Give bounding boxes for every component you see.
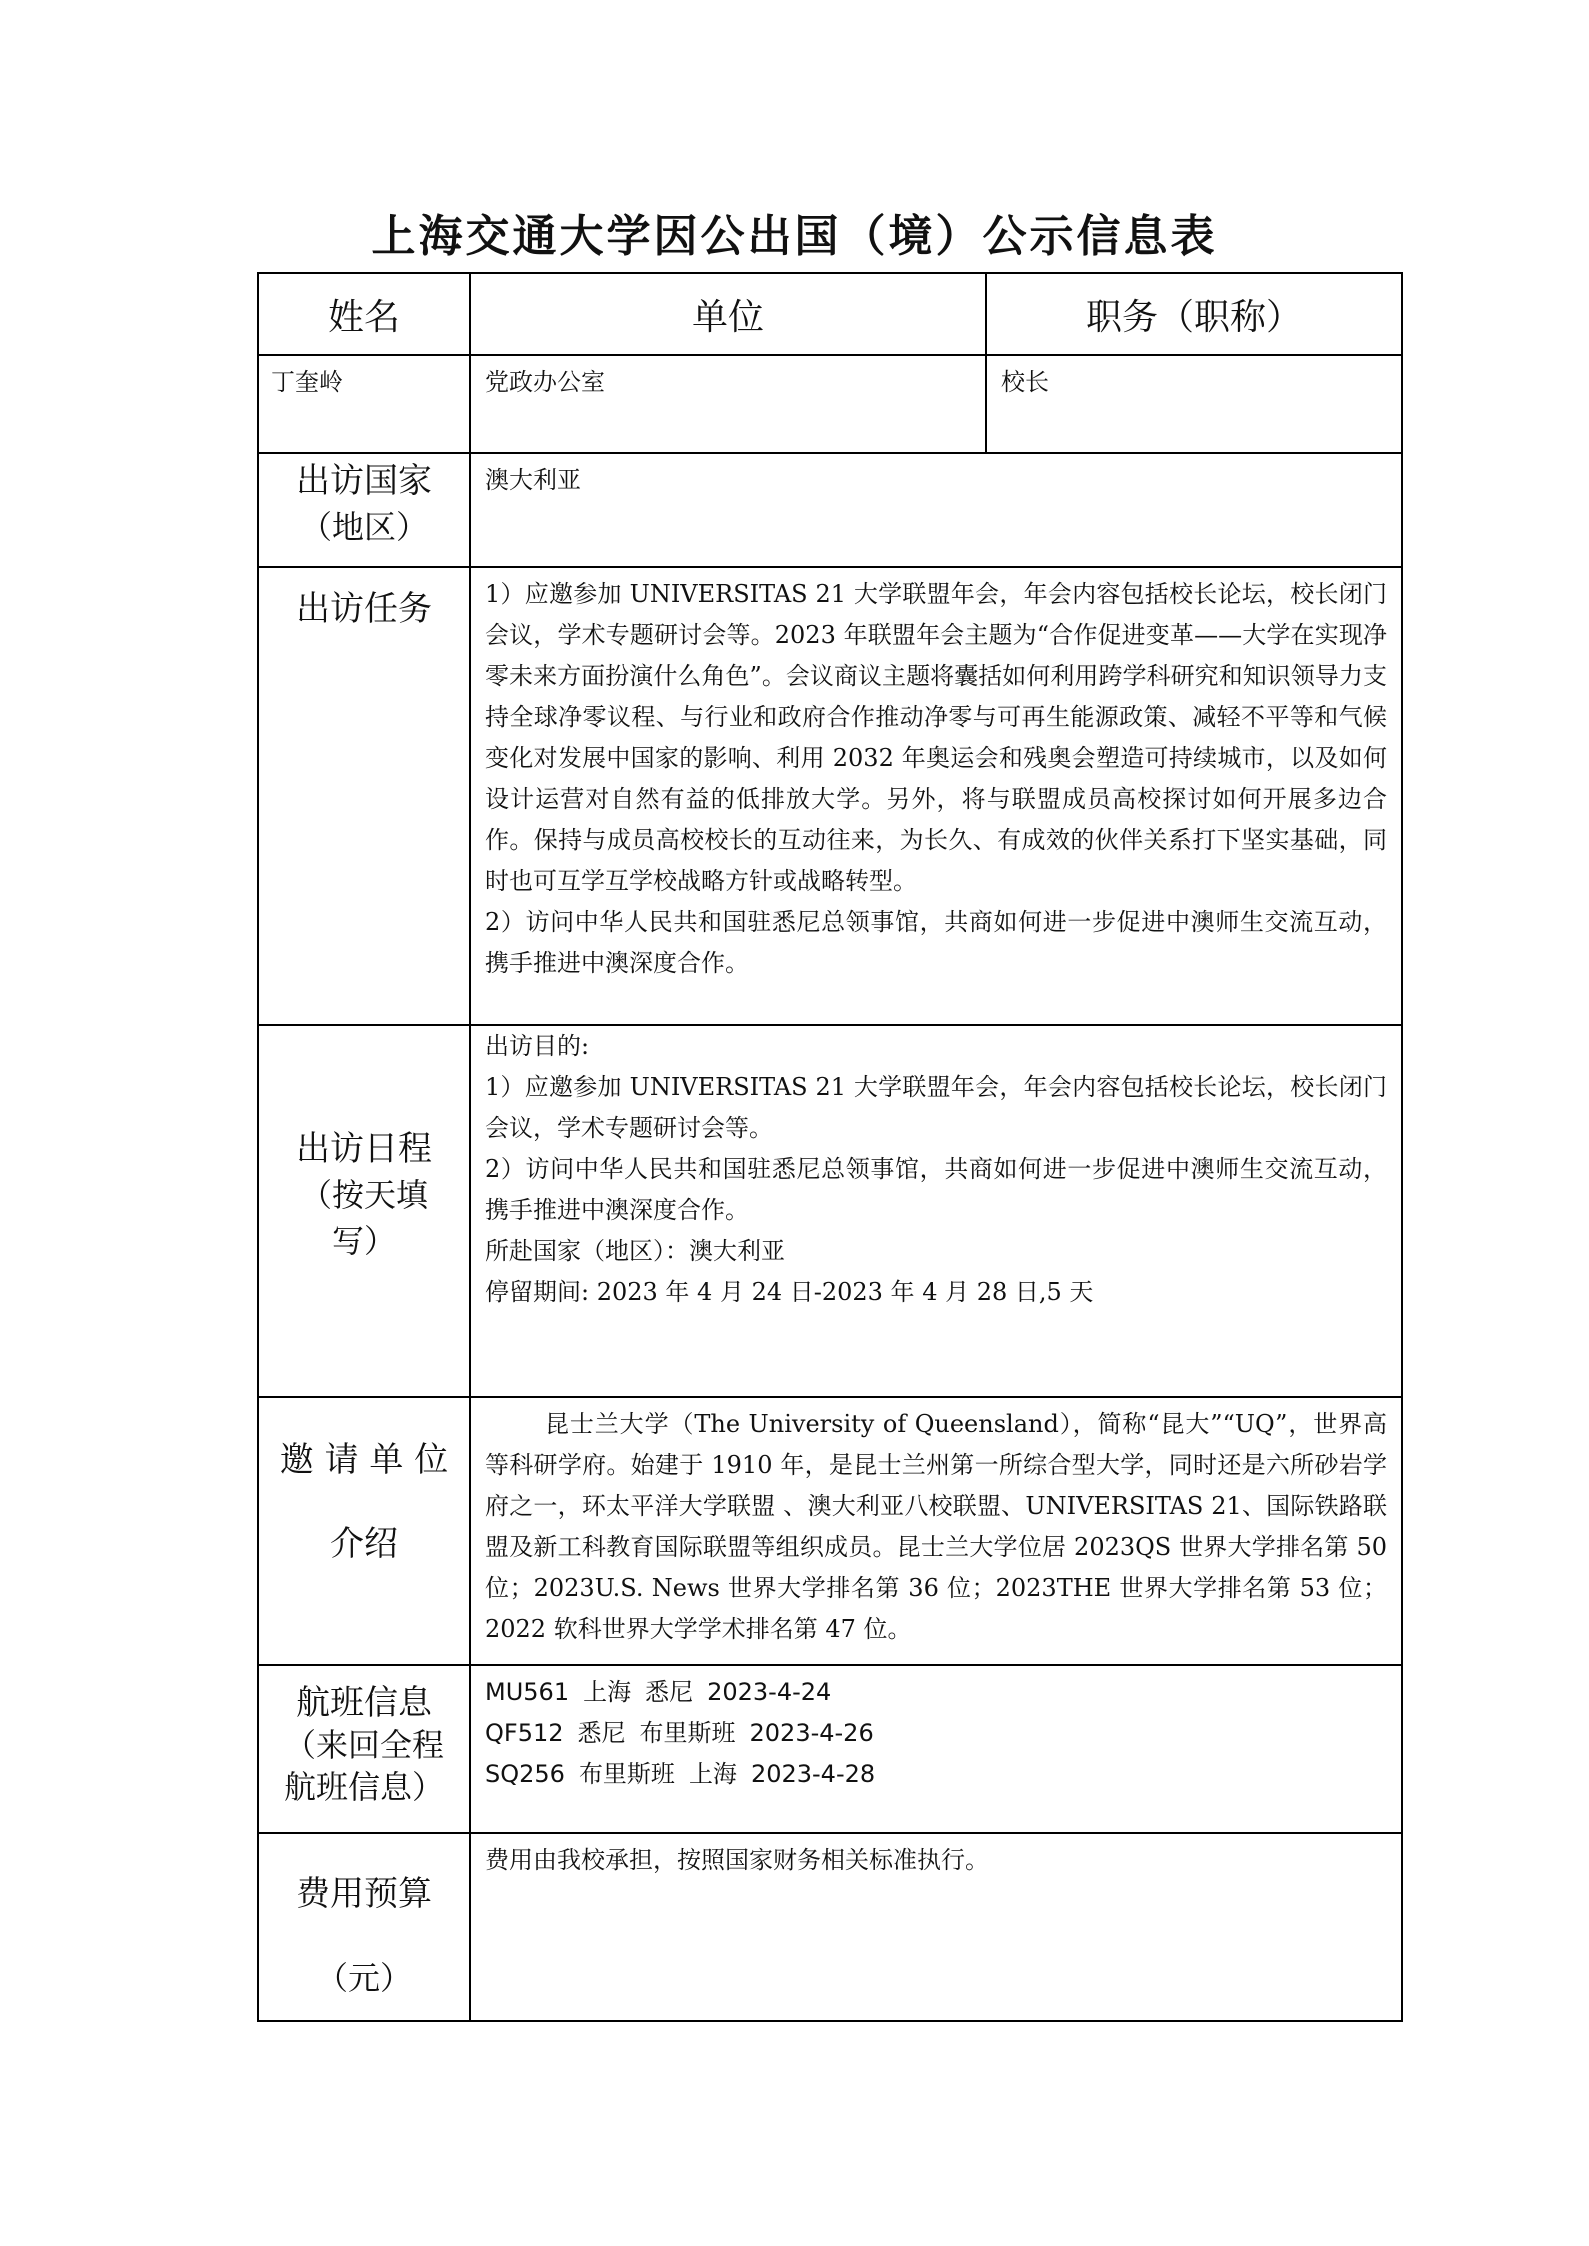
task-item-1: 1）应邀参加 UNIVERSITAS 21 大学联盟年会，年会内容包括校长论坛，校长闭门会议，学术专题研讨会等。2023 年联盟年会主题为“合作促进变革——大学在实现净零未来方面扮演什么角色”。会议商议主题将囊括如何利用跨学科研究和知识领导力支持全球净零议程、与行业和政府合作推动净零与可再生能源政策、减轻不平等和气候变化对发展中国家的影响、利用 2032 年奥运会和残奥会塑造可持续城市，以及如何设计运营对自然有益的低排放大学。另外，将与联盟成员高校探讨如何开展多边合作。保持与成员高校校长的互动往来，为长久、有成效的伙伴关系打下坚实基础，同时也可互学互学校战略方针或战略转型。 xyxy=(485,580,1387,895)
schedule-label-line1: 出访日程 xyxy=(296,1129,432,1169)
country-value: 澳大利亚 xyxy=(470,453,1402,567)
schedule-line: 停留期间: 2023 年 4 月 24 日-2023 年 4 月 28 日,5 天 xyxy=(485,1278,1094,1306)
header-unit: 单位 xyxy=(470,273,986,355)
flights-label-line3: 航班信息） xyxy=(283,1768,444,1806)
task-row xyxy=(258,567,1402,1025)
budget-label xyxy=(258,1833,470,2021)
inviter-row xyxy=(258,1397,1402,1665)
inviter-label-line2: 介绍 xyxy=(330,1524,398,1564)
page-title: 上海交通大学因公出国（境）公示信息表 xyxy=(371,211,1218,262)
flights-label-line1: 航班信息 xyxy=(296,1683,432,1723)
flight-date: 2023-4-26 xyxy=(749,1719,874,1747)
budget-row xyxy=(258,1833,1402,2021)
inviter-value xyxy=(470,1397,1402,1665)
flights-label xyxy=(258,1665,470,1833)
header-row xyxy=(258,273,1402,355)
schedule-line: 2）访问中华人民共和国驻悉尼总领事馆，共商如何进一步促进中澳师生交流互动，携手推进中澳深度合作。 xyxy=(485,1155,1387,1224)
task-item-2: 2）访问中华人民共和国驻悉尼总领事馆，共商如何进一步促进中澳师生交流互动，携手推进中澳深度合作。 xyxy=(485,908,1387,977)
person-row xyxy=(258,355,1402,453)
flight-item xyxy=(485,1672,1387,1713)
info-table xyxy=(257,272,1403,2022)
schedule-line: 1）应邀参加 UNIVERSITAS 21 大学联盟年会，年会内容包括校长论坛，校长闭门会议，学术专题研讨会等。 xyxy=(485,1073,1387,1142)
schedule-line: 出访目的: xyxy=(485,1032,590,1060)
person-unit: 党政办公室 xyxy=(470,355,986,453)
flight-to: 上海 xyxy=(688,1760,737,1788)
flights-value xyxy=(470,1665,1402,1833)
flight-date: 2023-4-24 xyxy=(707,1678,832,1706)
budget-label-line1: 费用预算 xyxy=(296,1874,432,1914)
flight-number: SQ256 xyxy=(485,1760,565,1788)
flights-label-line2: （来回全程 xyxy=(283,1726,444,1764)
schedule-label-line2: （按天填 xyxy=(299,1176,428,1214)
person-name: 丁奎岭 xyxy=(258,355,470,453)
flight-item xyxy=(485,1713,1387,1754)
person-position: 校长 xyxy=(986,355,1402,453)
header-name: 姓名 xyxy=(258,273,470,355)
budget-value: 费用由我校承担，按照国家财务相关标准执行。 xyxy=(470,1833,1402,2021)
country-label-line2: （地区） xyxy=(299,508,428,546)
inviter-label xyxy=(258,1397,470,1665)
flight-date: 2023-4-28 xyxy=(750,1760,876,1788)
flight-item xyxy=(485,1754,1387,1795)
schedule-label xyxy=(258,1025,470,1397)
budget-label-line2: （元） xyxy=(315,1959,412,1997)
inviter-text: 昆士兰大学（The University of Queensland），简称“昆大”“UQ”，世界高等科研学府。始建于 1910 年，是昆士兰州第一所综合型大学，同时还是六所砂岩学府之一，环太平洋大学联盟 、澳大利亚八校联盟、UNIVERSITAS 21、国际铁路联盟及新工科教育国际联盟等组织成员。昆士兰大学位居 2023QS 世界大学排名第 50 位；2023U.S. News 世界大学排名第 36 位；2023THE 世界大学排名第 53 位；2022 软科世界大学学术排名第 47 位。 xyxy=(485,1410,1387,1643)
country-row xyxy=(258,453,1402,567)
inviter-label-line1: 邀 请 单 位 xyxy=(279,1440,449,1480)
flights-row xyxy=(258,1665,1402,1833)
header-position: 职务（职称） xyxy=(986,273,1402,355)
schedule-value xyxy=(470,1025,1402,1397)
task-label: 出访任务 xyxy=(258,567,470,1025)
flight-from: 布里斯班 xyxy=(578,1760,675,1788)
flight-number: QF512 xyxy=(485,1719,564,1747)
flight-to: 布里斯班 xyxy=(639,1719,736,1747)
flight-from: 悉尼 xyxy=(577,1719,626,1747)
schedule-line: 所赴国家（地区）：澳大利亚 xyxy=(485,1237,785,1265)
country-label-line1: 出访国家 xyxy=(296,461,432,501)
flight-number: MU561 xyxy=(485,1678,570,1706)
task-value xyxy=(470,567,1402,1025)
schedule-row xyxy=(258,1025,1402,1397)
flight-from: 上海 xyxy=(583,1678,632,1706)
flight-to: 悉尼 xyxy=(645,1678,694,1706)
country-label xyxy=(258,453,470,567)
schedule-label-line3: 写） xyxy=(331,1222,396,1260)
